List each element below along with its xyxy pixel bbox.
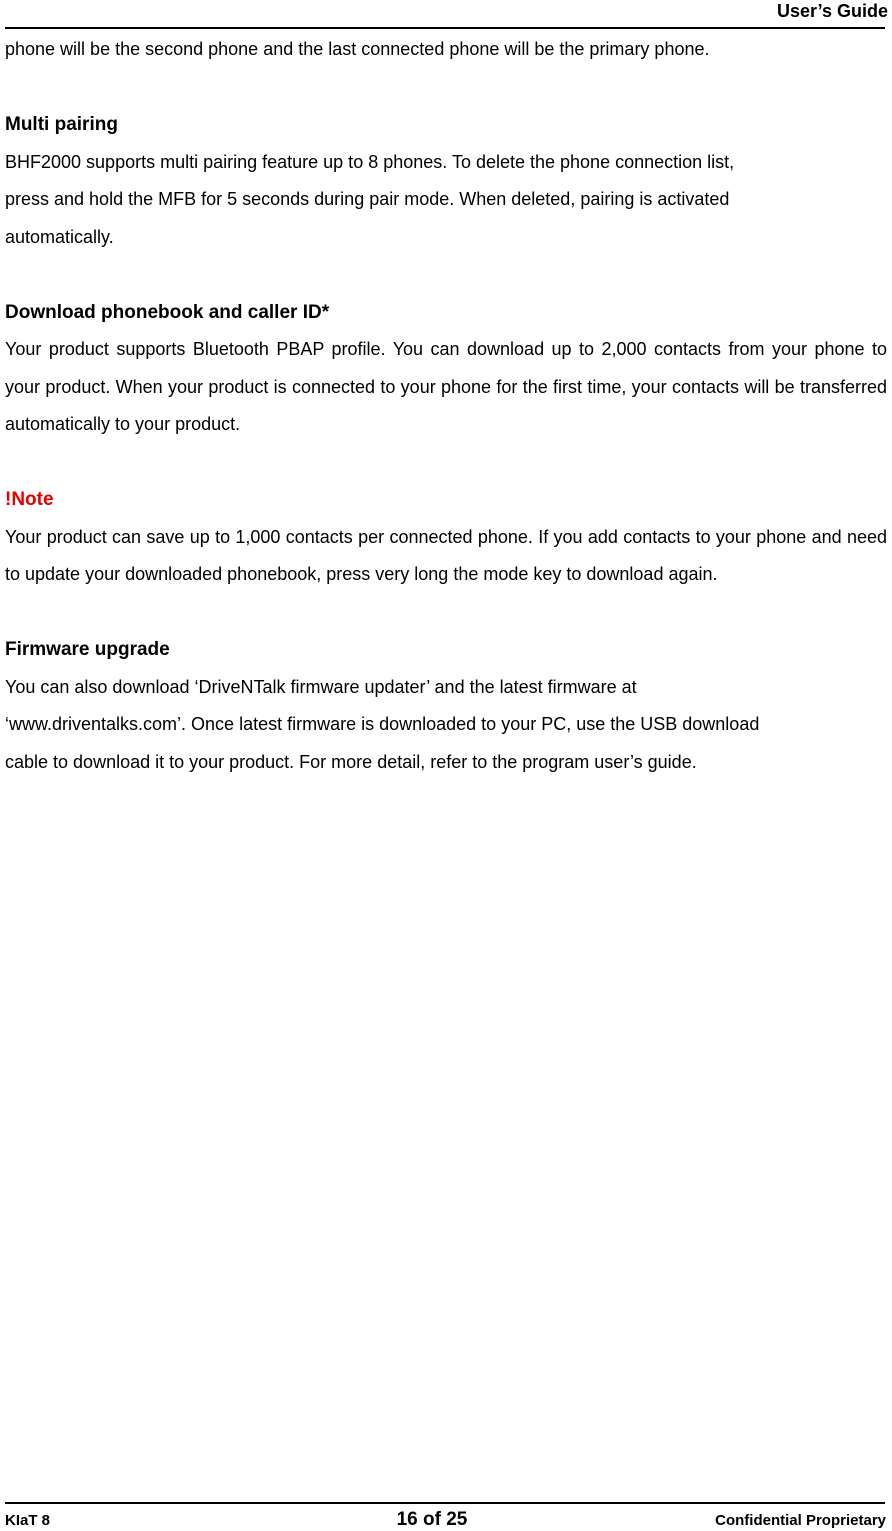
footer-document-id: KIaT 8 xyxy=(5,1512,51,1529)
firmware-line: cable to download it to your product. For more detail, refer to the program user’s guide. xyxy=(5,751,697,772)
footer-divider xyxy=(5,1502,885,1504)
spacer xyxy=(5,444,887,482)
firmware-heading: Firmware upgrade xyxy=(5,639,170,660)
intro-paragraph: phone will be the second phone and the last connected phone will be the primary phone. xyxy=(5,39,710,59)
page-number-text: 16 of 25 xyxy=(396,1509,468,1530)
page-content xyxy=(5,31,887,781)
multi-pairing-line: automatically. xyxy=(5,226,114,247)
note-heading: !Note xyxy=(5,489,54,510)
multi-pairing-line: press and hold the MFB for 5 seconds during pair mode. When deleted, pairing is activated xyxy=(5,189,730,209)
multi-pairing-heading: Multi pairing xyxy=(5,114,118,135)
multi-pairing-line: BHF2000 supports multi pairing feature up to 8 phones. To delete the phone connection list, xyxy=(5,151,735,172)
firmware-line: ‘www.driventalks.com’. Once latest firmware is downloaded to your PC, use the USB download xyxy=(5,714,760,734)
phonebook-heading: Download phonebook and caller ID* xyxy=(5,301,330,323)
phonebook-paragraph: Your product supports Bluetooth PBAP profile. You can download up to 2,000 contacts from your phone to your product. When your product is connected to your phone for the first time, your contacts will be transferred automatically to your product. xyxy=(5,339,887,434)
firmware-line: You can also download ‘DriveNTalk firmware updater’ and the latest firmware at xyxy=(5,676,637,697)
note-paragraph: Your product can save up to 1,000 contacts per connected phone. If you add contacts to your phone and need to update your downloaded phonebook, press very long the mode key to download again. xyxy=(5,526,887,584)
spacer xyxy=(5,69,887,107)
spacer xyxy=(5,594,887,632)
footer-confidentiality: Confidential Proprietary xyxy=(715,1512,886,1529)
spacer xyxy=(5,256,887,294)
header-divider xyxy=(5,27,885,29)
header-title: User’s Guide xyxy=(776,1,888,21)
